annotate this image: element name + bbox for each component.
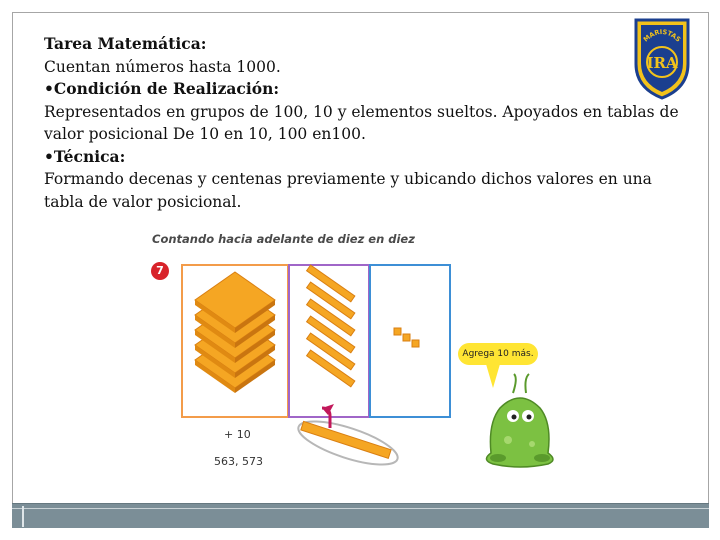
footer-tick — [22, 506, 24, 527]
speech-tail — [486, 364, 500, 388]
worksheet-title: Contando hacia adelante de diez en diez — [152, 232, 415, 246]
speech-bubble: Agrega 10 más. — [458, 343, 538, 365]
condicion-heading — [44, 78, 684, 101]
unit-cube — [412, 340, 419, 347]
tecnica-text-line-2: tabla de valor posicional. — [44, 192, 242, 211]
ten-rods — [307, 265, 355, 387]
condicion-text-line-1: Representados en grupos de 100, 10 y elementos sueltos. Apoyados en tablas de — [44, 102, 679, 121]
arrow-head-icon — [322, 404, 334, 415]
hundreds-flats — [195, 272, 275, 393]
condicion-label: •Condición de Realización: — [44, 79, 280, 98]
tarea-text: Cuentan números hasta 1000. — [44, 57, 281, 76]
unit-cube — [403, 334, 410, 341]
logo-top-text: MARISTAS — [641, 27, 683, 44]
tarea-label: Tarea Matemática: — [44, 34, 207, 53]
tecnica-label: •Técnica: — [44, 146, 126, 166]
increment-label: + 10 — [224, 428, 251, 441]
maristas-logo-icon — [632, 14, 692, 100]
exercise-number-badge: 7 — [151, 262, 169, 280]
green-monster-icon — [486, 374, 553, 467]
logo-monogram: IRA — [646, 54, 678, 72]
tarea-heading — [44, 33, 684, 56]
number-sequence: 563, 573 — [214, 455, 263, 468]
slide-text — [44, 33, 684, 213]
tecnica-heading — [44, 146, 684, 169]
worksheet-image — [148, 228, 588, 478]
unit-cubes — [394, 328, 419, 347]
slide-footer-bar — [12, 503, 709, 528]
tecnica-text-line-1: Formando decenas y centenas previamente y ubicando dichos valores en una — [44, 170, 652, 188]
tens-box — [289, 265, 369, 417]
unit-cube — [394, 328, 401, 335]
footer-stripe — [12, 508, 709, 509]
condicion-text-line-2: valor posicional De 10 en 10, 100 en100. — [44, 125, 366, 143]
